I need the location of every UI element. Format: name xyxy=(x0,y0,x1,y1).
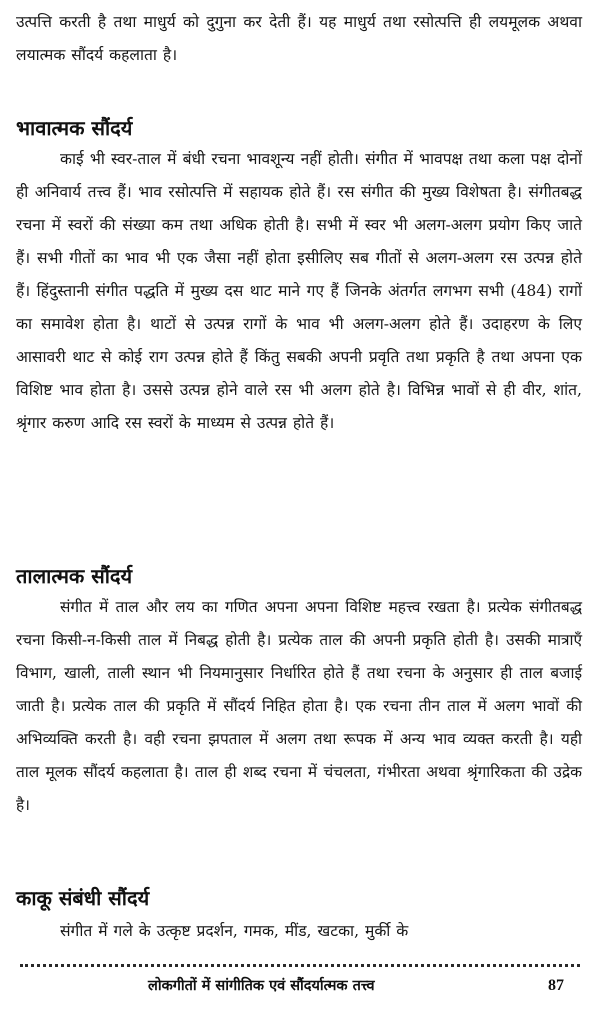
section-heading-talatmak: तालात्मक सौंदर्य xyxy=(16,564,133,588)
running-footer-title: लोकगीतों में सांगीतिक एवं सौंदर्यात्मक तत्त्व xyxy=(148,978,375,994)
page-number: 87 xyxy=(548,977,564,994)
section-heading-kaku: काकू संबंधी सौंदर्य xyxy=(16,886,150,910)
intro-paragraph: उत्पत्ति करती है तथा माधुर्य को दुगुना कर देती हैं। यह माधुर्य तथा रसोत्पत्ति ही लयमूलक अथवा लयात्मक सौंदर्य कहलाता है। xyxy=(16,13,582,64)
footer-dotted-rule xyxy=(20,964,580,967)
section-body-bhavatmak: काई भी स्वर-ताल में बंधी रचना भावशून्य नहीं होती। संगीत में भावपक्ष तथा कला पक्ष दोनों ही अनिवार्य तत्त्व हैं। भाव रसोत्पत्ति में सहायक होते हैं। रस संगीत की मुख्य विशेषता है। संगीतबद्ध रचना में स्वरों की संख्या कम तथा अधिक होती है। सभी में स्वर भी अलग-अलग प्रयोग किए जाते हैं। सभी गीतों का भाव भी एक जैसा नहीं होता इसीलिए सब गीतों से अलग-अलग रस उत्पन्न होते हैं। हिंदुस्तानी संगीत पद्धति में मुख्य दस थाट माने गए हैं जिनके अंतर्गत लगभग सभी (484) रागों का समावेश होता है। थाटों से उत्पन्न रागों के भाव भी अलग-अलग होते हैं। उदाहरण के लिए आसावरी थाट से कोई राग उत्पन्न होते हैं किंतु सबकी अपनी प्रवृति तथा प्रकृति है तथा अपना एक विशिष्ट भाव होता है। उससे उत्पन्न होने वाले रस भी अलग होते है। विभिन्न भावों से ही वीर, शांत, श्रृंगार करुण आदि रस स्वरों के माध्यम से उत्पन्न होते हैं। xyxy=(16,150,582,432)
section-heading-bhavatmak: भावात्मक सौंदर्य xyxy=(16,116,133,140)
section-body-talatmak: संगीत में ताल और लय का गणित अपना अपना विशिष्ट महत्त्व रखता है। प्रत्येक संगीतबद्ध रचना किसी-न-किसी ताल में निबद्ध होती है। प्रत्येक ताल की अपनी प्रकृति होती है। उसकी मात्राएँ विभाग, खाली, ताली स्थान भी नियमानुसार निर्धारित होते हैं तथा रचना के अनुसार ही ताल बजाई जाती है। प्रत्येक ताल की प्रकृति में सौंदर्य निहित होता है। एक रचना तीन ताल में अलग भावों की अभिव्यक्ति करती है। वही रचना झपताल में अलग तथा रूपक में अन्य भाव व्यक्त करती है। यही ताल मूलक सौंदर्य कहलाता है। ताल ही शब्द रचना में चंचलता, गंभीरता अथवा श्रृंगारिकता की उद्रेक है। xyxy=(16,598,582,814)
section-body-kaku: संगीत में गले के उत्कृष्ट प्रदर्शन, गमक, मींड, खटका, मुर्की के xyxy=(60,922,409,940)
